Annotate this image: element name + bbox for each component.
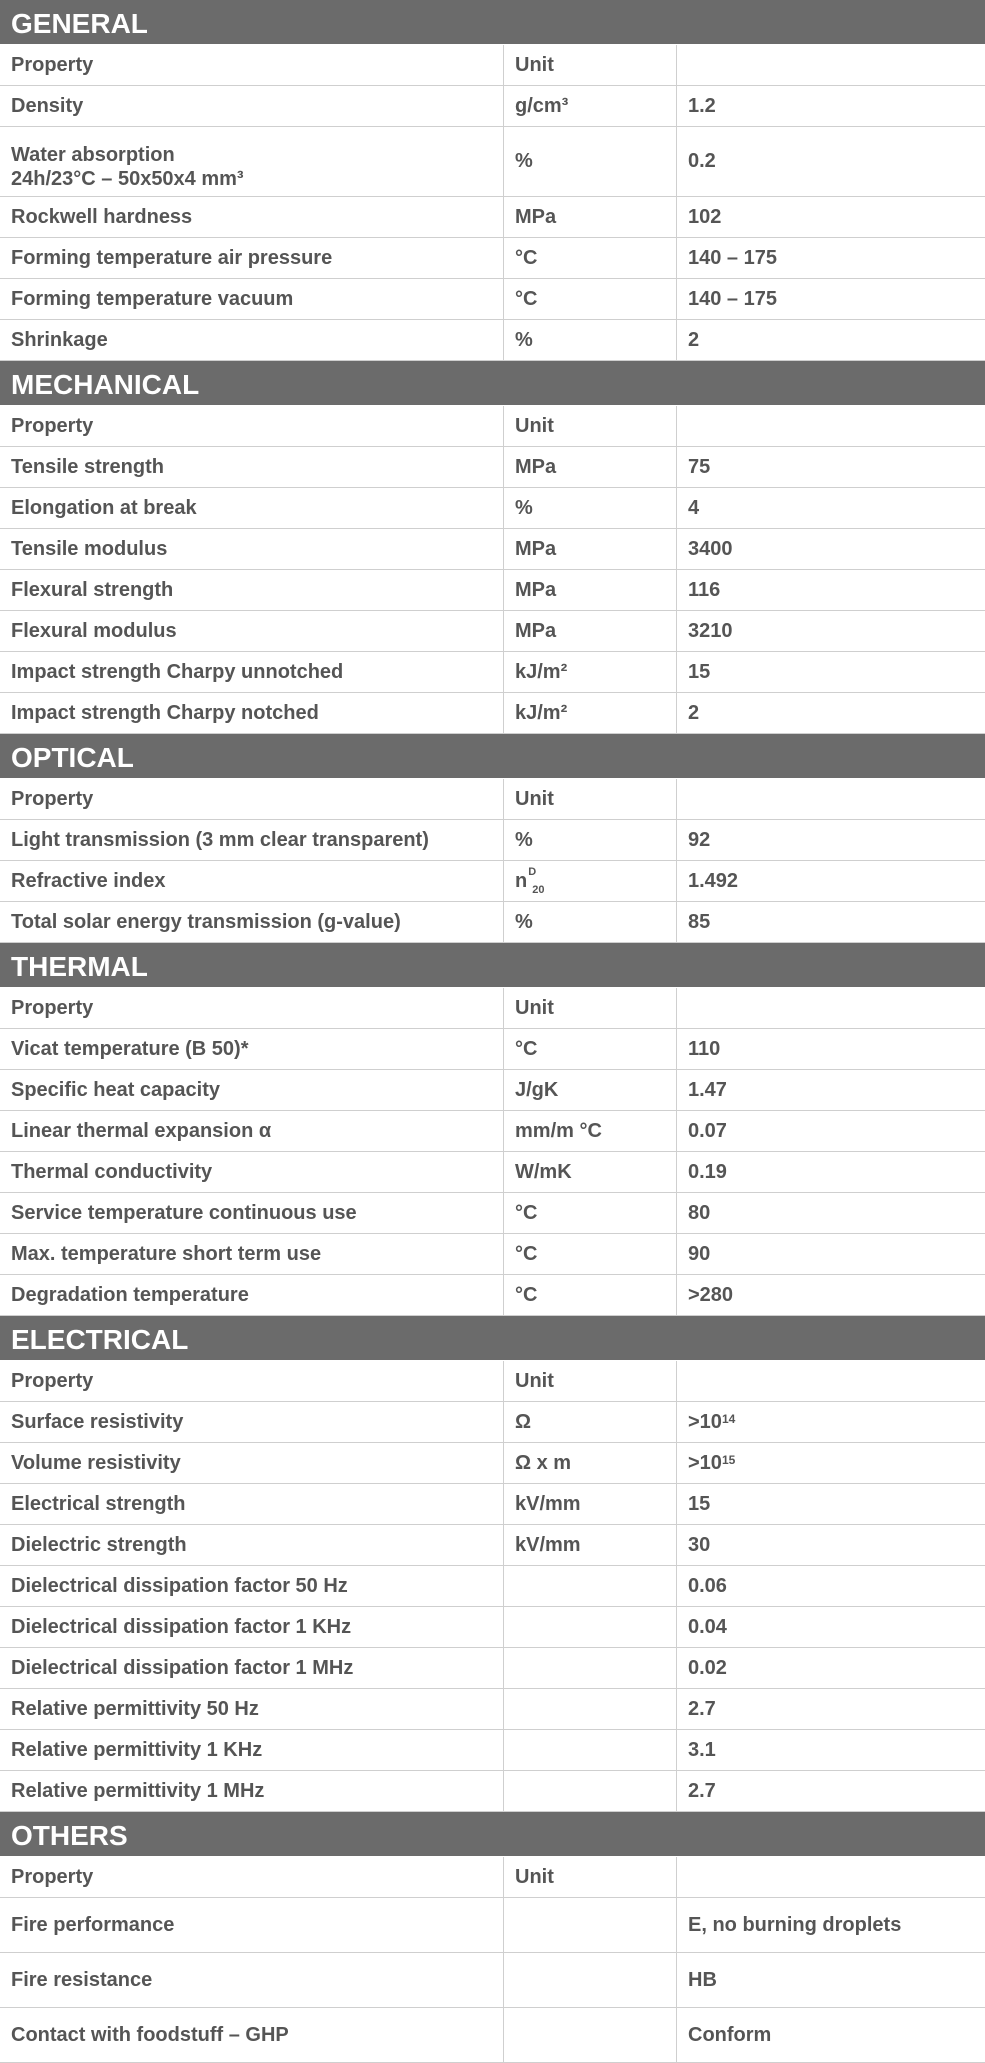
value-cell: 0.06 <box>688 1574 727 1597</box>
table-row <box>0 1771 985 1812</box>
property-cell: Vicat temperature (B 50)* <box>0 1029 504 1069</box>
value-cell: 0.2 <box>688 150 716 172</box>
table-row <box>0 488 985 529</box>
unit-cell: kV/mm <box>504 1484 677 1524</box>
column-header-unit: Unit <box>504 45 677 85</box>
property-cell: Dielectric strength <box>0 1525 504 1565</box>
value-cell: 2 <box>688 328 700 351</box>
value-cell: HB <box>688 1968 717 1991</box>
column-header-value <box>677 1857 985 1897</box>
property-cell: Density <box>0 86 504 126</box>
value-cell: Conform <box>688 2023 772 2046</box>
unit-cell: Ω x m <box>504 1443 677 1483</box>
unit-cell: % <box>504 320 677 360</box>
table-row <box>0 1730 985 1771</box>
value-cell: >10 14 <box>688 1410 736 1433</box>
property-cell: Service temperature continuous use <box>0 1193 504 1233</box>
value-cell: 1.47 <box>688 1078 727 1101</box>
table-row <box>0 1029 985 1070</box>
property-cell: Volume resistivity <box>0 1443 504 1483</box>
table-row <box>0 1111 985 1152</box>
value-cell: 75 <box>688 455 711 478</box>
column-header-row <box>0 45 985 86</box>
value-cell: 15 <box>688 1492 711 1515</box>
property-cell: Flexural modulus <box>0 611 504 651</box>
unit-cell: % <box>504 820 677 860</box>
column-header-row <box>0 1857 985 1898</box>
unit-cell: n D 20 <box>504 861 677 901</box>
column-header-unit: Unit <box>504 988 677 1028</box>
column-header-unit: Unit <box>504 779 677 819</box>
table-row <box>0 279 985 320</box>
unit-cell: kV/mm <box>504 1525 677 1565</box>
column-header-row <box>0 1361 985 1402</box>
column-header-property: Property <box>0 988 504 1028</box>
property-cell: Tensile strength <box>0 447 504 487</box>
column-header-property: Property <box>0 1857 504 1897</box>
table-row <box>0 611 985 652</box>
property-cell: Relative permittivity 1 MHz <box>0 1771 504 1811</box>
section-header-optical: OPTICAL <box>0 734 985 779</box>
unit-cell: Ω <box>504 1402 677 1442</box>
value-cell: 90 <box>688 1242 711 1265</box>
property-cell: Thermal conductivity <box>0 1152 504 1192</box>
property-cell: Relative permittivity 50 Hz <box>0 1689 504 1729</box>
table-row <box>0 447 985 488</box>
unit-cell: % <box>504 488 677 528</box>
column-header-row <box>0 406 985 447</box>
property-cell: Degradation temperature <box>0 1275 504 1315</box>
unit-cell <box>504 1898 677 1952</box>
unit-cell <box>504 1648 677 1688</box>
property-cell: Tensile modulus <box>0 529 504 569</box>
column-header-row <box>0 779 985 820</box>
unit-cell <box>504 1566 677 1606</box>
table-row <box>0 693 985 734</box>
section-header-electrical: ELECTRICAL <box>0 1316 985 1361</box>
value-cell: 3400 <box>688 537 733 560</box>
table-row <box>0 1234 985 1275</box>
property-cell: Dielectrical dissipation factor 1 MHz <box>0 1648 504 1688</box>
table-row <box>0 127 985 197</box>
column-header-value <box>677 988 985 1028</box>
value-cell: 30 <box>688 1533 711 1556</box>
column-header-unit: Unit <box>504 1361 677 1401</box>
unit-cell <box>504 1953 677 2007</box>
value-cell: 4 <box>688 496 700 519</box>
unit-cell <box>504 1689 677 1729</box>
property-cell: Forming temperature air pressure <box>0 238 504 278</box>
unit-cell: °C <box>504 1029 677 1069</box>
unit-cell: W/mK <box>504 1152 677 1192</box>
table-row <box>0 86 985 127</box>
section-header-thermal: THERMAL <box>0 943 985 988</box>
table-row <box>0 1443 985 1484</box>
table-row <box>0 1607 985 1648</box>
value-cell: 80 <box>688 1201 711 1224</box>
table-row <box>0 652 985 693</box>
property-cell: Forming temperature vacuum <box>0 279 504 319</box>
value-cell: 1.492 <box>688 869 739 892</box>
unit-cell <box>504 1771 677 1811</box>
property-cell: Relative permittivity 1 KHz <box>0 1730 504 1770</box>
property-cell: Total solar energy transmission (g-value) <box>0 902 504 942</box>
value-cell: >10 15 <box>688 1451 736 1474</box>
property-cell: Impact strength Charpy notched <box>0 693 504 733</box>
table-row <box>0 1648 985 1689</box>
property-cell: Max. temperature short term use <box>0 1234 504 1274</box>
value-cell: 0.02 <box>688 1656 727 1679</box>
property-cell: Light transmission (3 mm clear transparent) <box>0 820 504 860</box>
unit-cell <box>504 1607 677 1647</box>
column-header-value <box>677 406 985 446</box>
unit-cell: mm/m °C <box>504 1111 677 1151</box>
column-header-property: Property <box>0 406 504 446</box>
column-header-property: Property <box>0 45 504 85</box>
property-cell: Surface resistivity <box>0 1402 504 1442</box>
table-row <box>0 820 985 861</box>
property-cell: Fire resistance <box>0 1953 504 2007</box>
property-cell: Elongation at break <box>0 488 504 528</box>
property-label: Water absorption <box>11 143 175 166</box>
unit-cell: kJ/m² <box>504 652 677 692</box>
table-row <box>0 1898 985 1953</box>
value-cell: 140 – 175 <box>688 287 777 310</box>
table-row <box>0 1275 985 1316</box>
unit-cell: J/gK <box>504 1070 677 1110</box>
table-row <box>0 861 985 902</box>
value-cell: 110 <box>688 1037 721 1060</box>
unit-cell: % <box>504 127 677 196</box>
property-label-detail: 24h/23°C – 50x50x4 mm³ <box>11 167 244 190</box>
unit-cell: °C <box>504 1234 677 1274</box>
unit-cell: kJ/m² <box>504 693 677 733</box>
value-cell: E, no burning droplets <box>688 1913 902 1936</box>
value-cell: 1.2 <box>688 94 716 117</box>
value-cell: 0.04 <box>688 1615 727 1638</box>
unit-cell: °C <box>504 1275 677 1315</box>
unit-cell: MPa <box>504 529 677 569</box>
value-cell: 102 <box>688 205 722 228</box>
unit-cell: MPa <box>504 570 677 610</box>
column-header-value <box>677 1361 985 1401</box>
property-cell: Flexural strength <box>0 570 504 610</box>
table-row <box>0 238 985 279</box>
unit-cell: °C <box>504 238 677 278</box>
value-cell: 85 <box>688 910 711 933</box>
table-row <box>0 1953 985 2008</box>
unit-cell: °C <box>504 1193 677 1233</box>
property-cell: Contact with foodstuff – GHP <box>0 2008 504 2062</box>
column-header-row <box>0 988 985 1029</box>
property-cell: Shrinkage <box>0 320 504 360</box>
unit-cell: MPa <box>504 197 677 237</box>
unit-cell: g/cm³ <box>504 86 677 126</box>
unit-cell: % <box>504 902 677 942</box>
table-row <box>0 1193 985 1234</box>
unit-cell: MPa <box>504 611 677 651</box>
column-header-property: Property <box>0 1361 504 1401</box>
value-cell: 116 <box>688 578 721 601</box>
value-cell: 2.7 <box>688 1779 716 1802</box>
table-row <box>0 197 985 238</box>
unit-cell <box>504 2008 677 2062</box>
property-cell: Fire performance <box>0 1898 504 1952</box>
unit-cell <box>504 1730 677 1770</box>
property-cell: Electrical strength <box>0 1484 504 1524</box>
table-row <box>0 570 985 611</box>
value-cell: 2 <box>688 701 700 724</box>
property-cell: Impact strength Charpy unnotched <box>0 652 504 692</box>
table-row <box>0 1070 985 1111</box>
property-cell: Linear thermal expansion α <box>0 1111 504 1151</box>
section-header-others: OTHERS <box>0 1812 985 1857</box>
property-cell: Dielectrical dissipation factor 1 KHz <box>0 1607 504 1647</box>
value-cell: 3.1 <box>688 1738 716 1761</box>
table-row <box>0 1402 985 1443</box>
value-cell: >280 <box>688 1283 734 1306</box>
table-row <box>0 1484 985 1525</box>
value-cell: 0.07 <box>688 1119 727 1142</box>
table-row <box>0 529 985 570</box>
table-row <box>0 1525 985 1566</box>
property-cell: Specific heat capacity <box>0 1070 504 1110</box>
section-header-general: GENERAL <box>0 0 985 45</box>
value-cell: 2.7 <box>688 1697 716 1720</box>
column-header-value <box>677 779 985 819</box>
value-cell: 92 <box>688 828 711 851</box>
section-header-mechanical: MECHANICAL <box>0 361 985 406</box>
table-row <box>0 1566 985 1607</box>
property-cell <box>0 127 504 196</box>
value-cell: 0.19 <box>688 1160 727 1183</box>
column-header-unit: Unit <box>504 406 677 446</box>
table-row <box>0 902 985 943</box>
table-row <box>0 320 985 361</box>
property-cell: Dielectrical dissipation factor 50 Hz <box>0 1566 504 1606</box>
table-row <box>0 2008 985 2063</box>
table-row <box>0 1152 985 1193</box>
unit-cell: MPa <box>504 447 677 487</box>
column-header-property: Property <box>0 779 504 819</box>
value-cell: 140 – 175 <box>688 246 777 269</box>
table-row <box>0 1689 985 1730</box>
unit-cell: °C <box>504 279 677 319</box>
column-header-value <box>677 45 985 85</box>
property-cell: Refractive index <box>0 861 504 901</box>
column-header-unit: Unit <box>504 1857 677 1897</box>
property-cell: Rockwell hardness <box>0 197 504 237</box>
value-cell: 3210 <box>688 619 733 642</box>
value-cell: 15 <box>688 660 711 683</box>
